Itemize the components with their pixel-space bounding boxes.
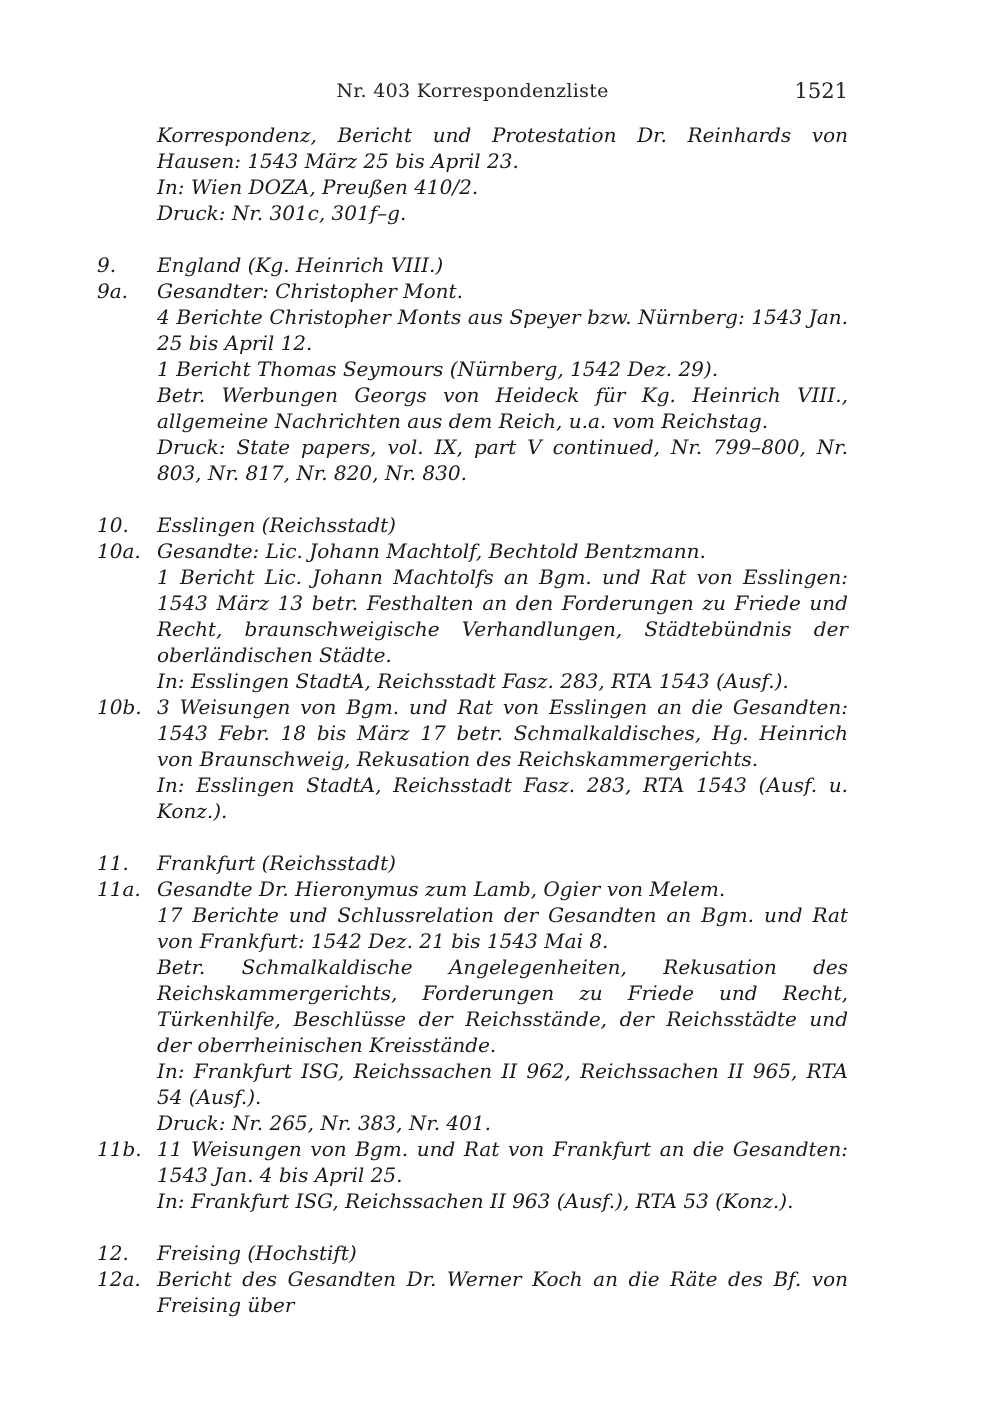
entry-body — [157, 538, 848, 694]
entry-row — [97, 538, 848, 694]
entry-label: 12a. — [97, 1267, 141, 1291]
page-header — [97, 80, 848, 110]
entry-body — [157, 1240, 848, 1266]
entry-body — [157, 1266, 848, 1318]
entry-paragraph: Korrespondenz, Bericht und Protestation Dr. Reinhards von Hausen: 1543 März 25 bis April 23. — [157, 123, 848, 173]
entry-paragraph: In: Frankfurt ISG, Reichssachen II 963 (Ausf.), RTA 53 (Konz.). — [157, 1189, 794, 1213]
entry-row — [97, 122, 848, 226]
entry-label: 11b. — [97, 1137, 142, 1161]
entry-paragraph: In: Wien DOZA, Preußen 410/2. — [157, 175, 479, 199]
entry-label: 9. — [97, 253, 117, 277]
entry-paragraph: England (Kg. Heinrich VIII.) — [157, 253, 444, 277]
entry-body — [157, 252, 848, 278]
entry-paragraph: Bericht des Gesandten Dr. Werner Koch an die Räte des Bf. von Freising über — [157, 1267, 848, 1317]
entry-paragraph: Esslingen (Reichsstadt) — [157, 513, 396, 537]
entry-row — [97, 876, 848, 1136]
entry-paragraph: Frankfurt (Reichsstadt) — [157, 851, 396, 875]
entry-paragraph: 11 Weisungen von Bgm. und Rat von Frankfurt an die Gesandten: 1543 Jan. 4 bis April 25. — [157, 1137, 848, 1187]
entry-paragraph: In: Esslingen StadtA, Reichsstadt Fasz. 283, RTA 1543 (Ausf.). — [157, 669, 789, 693]
page-number: 1521 — [794, 79, 848, 103]
entry-paragraph: Druck: State papers, vol. IX, part V continued, Nr. 799–800, Nr. 803, Nr. 817, Nr. 820, Nr. 830. — [157, 435, 848, 485]
entry-row — [97, 1240, 848, 1266]
entry-label: 11a. — [97, 877, 141, 901]
entry-paragraph: Druck: Nr. 265, Nr. 383, Nr. 401. — [157, 1111, 491, 1135]
entry-paragraph: 3 Weisungen von Bgm. und Rat von Esslingen an die Gesandten: 1543 Febr. 18 bis März 17 betr. Schmalkaldisches, Hg. Heinrich von Braunschweig, Rekusation des Reichskammergerichts. — [157, 695, 848, 771]
entry-body — [157, 512, 848, 538]
entry-paragraph: Betr. Schmalkaldische Angelegenheiten, Rekusation des Reichskammergerichts, Forderungen zu Friede und Recht, Türkenhilfe, Beschlüsse der Reichsstände, der Reichsstädte und der oberrheinischen Kreisstände. — [157, 955, 848, 1057]
entry-row — [97, 252, 848, 278]
entry-paragraph: Gesandte: Lic. Johann Machtolf, Bechtold Bentzmann. — [157, 539, 706, 563]
running-title: Nr. 403 Korrespondenzliste — [336, 80, 609, 102]
entry-label: 10b. — [97, 695, 142, 719]
entry-paragraph: In: Esslingen StadtA, Reichsstadt Fasz. 283, RTA 1543 (Ausf. u. Konz.). — [157, 773, 848, 823]
entries — [97, 122, 848, 1318]
entry-row — [97, 278, 848, 486]
entry-label: 10a. — [97, 539, 141, 563]
entry-paragraph: 4 Berichte Christopher Monts aus Speyer bzw. Nürnberg: 1543 Jan. 25 bis April 12. — [157, 305, 848, 355]
entry-row — [97, 512, 848, 538]
entry-label: 9a. — [97, 279, 129, 303]
entry-paragraph: 1 Bericht Thomas Seymours (Nürnberg, 1542 Dez. 29). — [157, 357, 719, 381]
entry-body — [157, 876, 848, 1136]
entry-row — [97, 1136, 848, 1214]
entry-body — [157, 278, 848, 486]
entry-row — [97, 850, 848, 876]
entry-paragraph: 1 Bericht Lic. Johann Machtolfs an Bgm. und Rat von Esslingen: 1543 März 13 betr. Festhalten an den Forderungen zu Friede und Recht, braunschweigische Verhandlungen, Städtebündnis der oberländischen Städte. — [157, 565, 848, 667]
entry-body — [157, 850, 848, 876]
entry-label: 10. — [97, 513, 129, 537]
entry-body — [157, 694, 848, 824]
entry-label: 11. — [97, 851, 129, 875]
entry-body — [157, 1136, 848, 1214]
entry-row — [97, 1266, 848, 1318]
entry-paragraph: Betr. Werbungen Georgs von Heideck für Kg. Heinrich VIII., allgemeine Nachrichten aus dem Reich, u.a. vom Reichstag. — [157, 383, 848, 433]
entry-paragraph: In: Frankfurt ISG, Reichssachen II 962, Reichssachen II 965, RTA 54 (Ausf.). — [157, 1059, 848, 1109]
entry-row — [97, 694, 848, 824]
entry-body — [157, 122, 848, 226]
entry-paragraph: Freising (Hochstift) — [157, 1241, 357, 1265]
entry-paragraph: Gesandte Dr. Hieronymus zum Lamb, Ogier von Melem. — [157, 877, 726, 901]
entry-paragraph: Druck: Nr. 301c, 301f–g. — [157, 201, 407, 225]
entry-paragraph: Gesandter: Christopher Mont. — [157, 279, 463, 303]
entry-paragraph: 17 Berichte und Schlussrelation der Gesandten an Bgm. und Rat von Frankfurt: 1542 Dez. 21 bis 1543 Mai 8. — [157, 903, 848, 953]
entry-label: 12. — [97, 1241, 129, 1265]
